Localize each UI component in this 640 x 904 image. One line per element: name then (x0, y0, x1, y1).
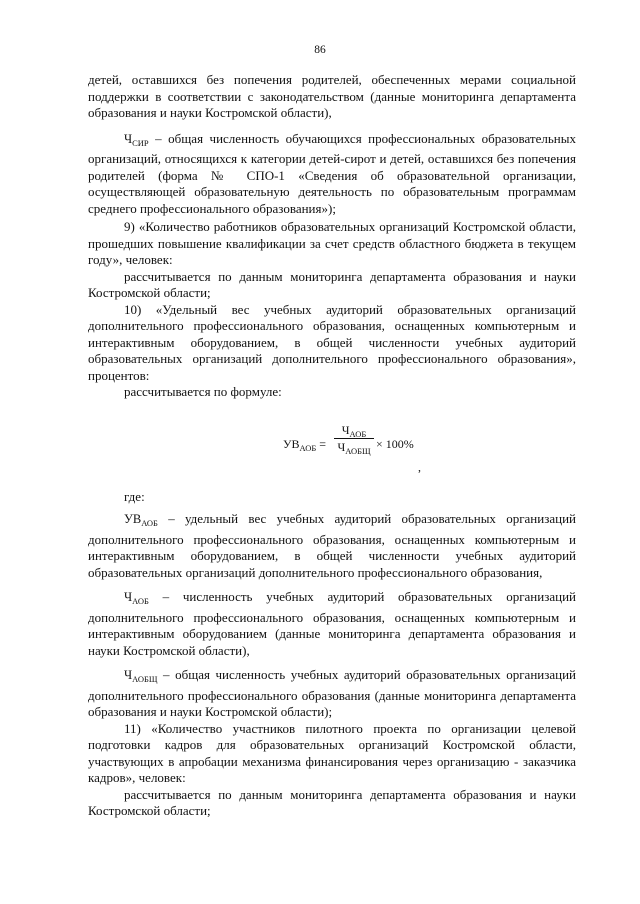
symbol-chaobsh: $Ч_{АОБЩ}$ (124, 668, 158, 684)
where-label: где: (124, 488, 145, 504)
item-9-calc: рассчитывается по данным мониторинга департамента образования и науки Костромской области; (88, 268, 576, 300)
definition-chaob: $Ч_{АОБ}$ – численность учебных аудиторий образовательных организаций дополнительного профессионального образования, оснащенных компьютерным и интерактивным оборудованием (данные мониторинга департамента образования и науки Костромской области), (88, 589, 576, 658)
item-11: 11) «Количество участников пилотного проекта по организации целевой подготовки кадров для образовательных организаций Костромской области, участвующих в апробации механизма финансирования через организацию - заказчика кадров», человек: (88, 720, 576, 785)
formula (88, 423, 576, 475)
item-11-calc: рассчитывается по данным мониторинга департамента образования и науки Костромской области; (88, 786, 576, 818)
definition-uv: $УВ_{АОБ}$ – удельный вес учебных аудиторий образовательных организаций дополнительного профессионального образования, оснащенных компьютерным и интерактивным оборудованием, в общей численности учебных аудиторий образовательных организаций дополнительного профессионального образования, (88, 511, 577, 580)
formula-comma: , (418, 459, 421, 474)
paragraph-continuation: детей, оставшихся без попечения родителей, обеспеченных мерами социальной поддержки в соответствии с законодательством (данные мониторинга департамента образования и науки Костромской области), (88, 72, 576, 120)
definition-chaobsh: $Ч_{АОБЩ}$ – общая численность учебных аудиторий образовательных организаций дополнительного профессионального образования (данные мониторинга департамента образования и науки Костромской области); (88, 667, 577, 719)
formula-numerator: $Ч_{АОБ}$ (334, 423, 374, 439)
item-10: 10) «Удельный вес учебных аудиторий образовательных организаций дополнительного профессионального образования, оснащенных компьютерным и интерактивным оборудованием, в общей численности учебных аудиторий образовательных организаций дополнительного профессионального образования», процентов: (88, 301, 576, 383)
formula-lhs: $УВ_{АОБ}$ = (283, 436, 327, 453)
symbol-uvaob: $УВ_{АОБ}$ (124, 512, 158, 528)
document-body (88, 72, 576, 820)
formula-fraction (334, 423, 374, 454)
page-number: 86 (314, 44, 326, 56)
formula-denominator: $Ч_{АОБЩ}$ (337, 439, 371, 456)
formula-rhs: × 100% (376, 436, 414, 451)
item-10-calc: рассчитывается по формуле: (124, 384, 282, 399)
definition-chsir: $Ч_{СИР}$ – общая численность обучающихся профессиональных образовательных организаций, относящихся к категории детей-сирот и детей, оставшихся без попечения родителей (форма № СПО-1 «Сведения об образовательной организации, осуществляющей образовательную деятельность по образовательным программам среднего профессионального образования»); (88, 130, 576, 216)
symbol-chaob: $Ч_{АОБ}$ (124, 590, 149, 606)
item-9: 9) «Количество работников образовательных организаций Костромской области, прошедших повышение квалификации за счет средств областного бюджета в текущем году», человек: (88, 219, 576, 267)
symbol-chsir: $Ч_{СИР}$ (124, 131, 149, 148)
